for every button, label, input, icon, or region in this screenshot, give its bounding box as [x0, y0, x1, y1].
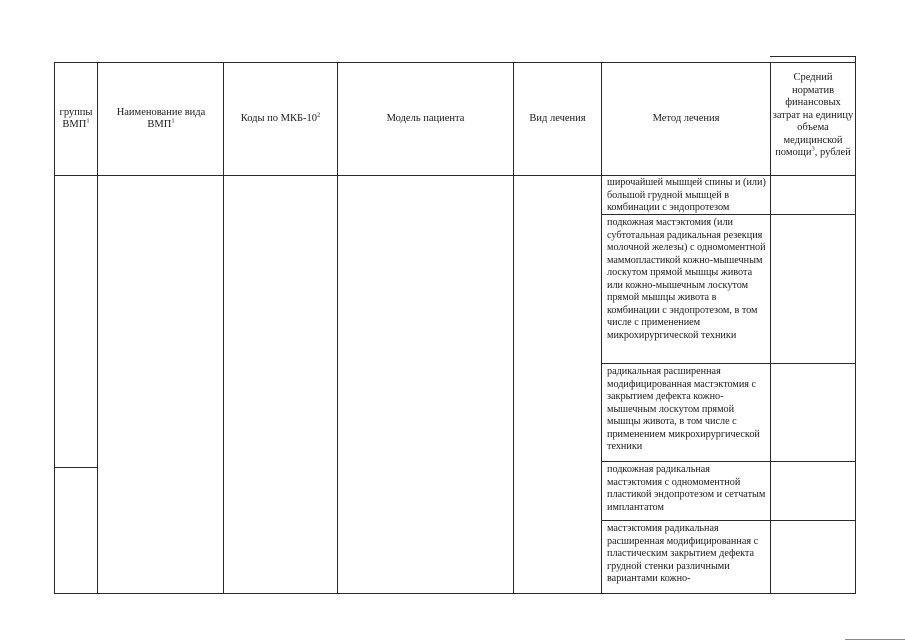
- method-cell: подкожная радикальная мастэктомия с одномоментной пластикой эндопротезом и сетчатым имплантатом: [607, 464, 766, 513]
- header-treatment-method: Метод лечения: [652, 112, 720, 124]
- header-treatment-type: Вид лечения: [529, 112, 586, 124]
- vmp-table: [54, 62, 856, 594]
- header-avg-cost: Средний норматив финансовых затрат на единицу объема медицинской помощи$^3$, рублей: [772, 72, 854, 159]
- row-divider: [601, 520, 856, 521]
- header-bottom-line: [54, 175, 856, 176]
- method-cell: подкожная мастэктомия (или субтотальная радикальная резекция молочной железы) с одномоментной маммопластикой кожно-мышечным лоскутом прямой мышцы живота или кожно-мышечным лоскутом прямой мышцы живота в комбинации с эндопротезом, в том числе с применением микрохирургической техники: [607, 217, 766, 341]
- col-divider: [97, 62, 98, 594]
- header-vmp-name: Наименование вида ВМП$^1$: [116, 106, 206, 130]
- header-icd10-codes: Коды по МКБ-$10^2$: [240, 111, 321, 124]
- table-border-right: [855, 56, 856, 594]
- method-cell: широчайшей мышцей спины и (или) большой грудной мышцей в комбинации с эндопротезом: [607, 177, 766, 213]
- row-divider: [601, 363, 856, 364]
- table-border-bottom: [54, 593, 856, 594]
- method-cell: мастэктомия радикальная расширенная модифицированная с пластическим закрытием дефекта грудной стенки различными вариантами кожно-: [607, 523, 759, 584]
- col-divider: [770, 62, 771, 594]
- method-cell: радикальная расширенная модифицированная мастэктомия с закрытием дефекта кожно-мышечным лоскутом прямой мышцы живота, в том числе с применением микрохирургической техники: [607, 366, 760, 452]
- row-divider: [601, 461, 856, 462]
- header-patient-model: Модель пациента: [386, 112, 465, 124]
- group-row-divider: [54, 467, 98, 468]
- header-group-vmp: группы ВМП$^1$: [59, 106, 93, 130]
